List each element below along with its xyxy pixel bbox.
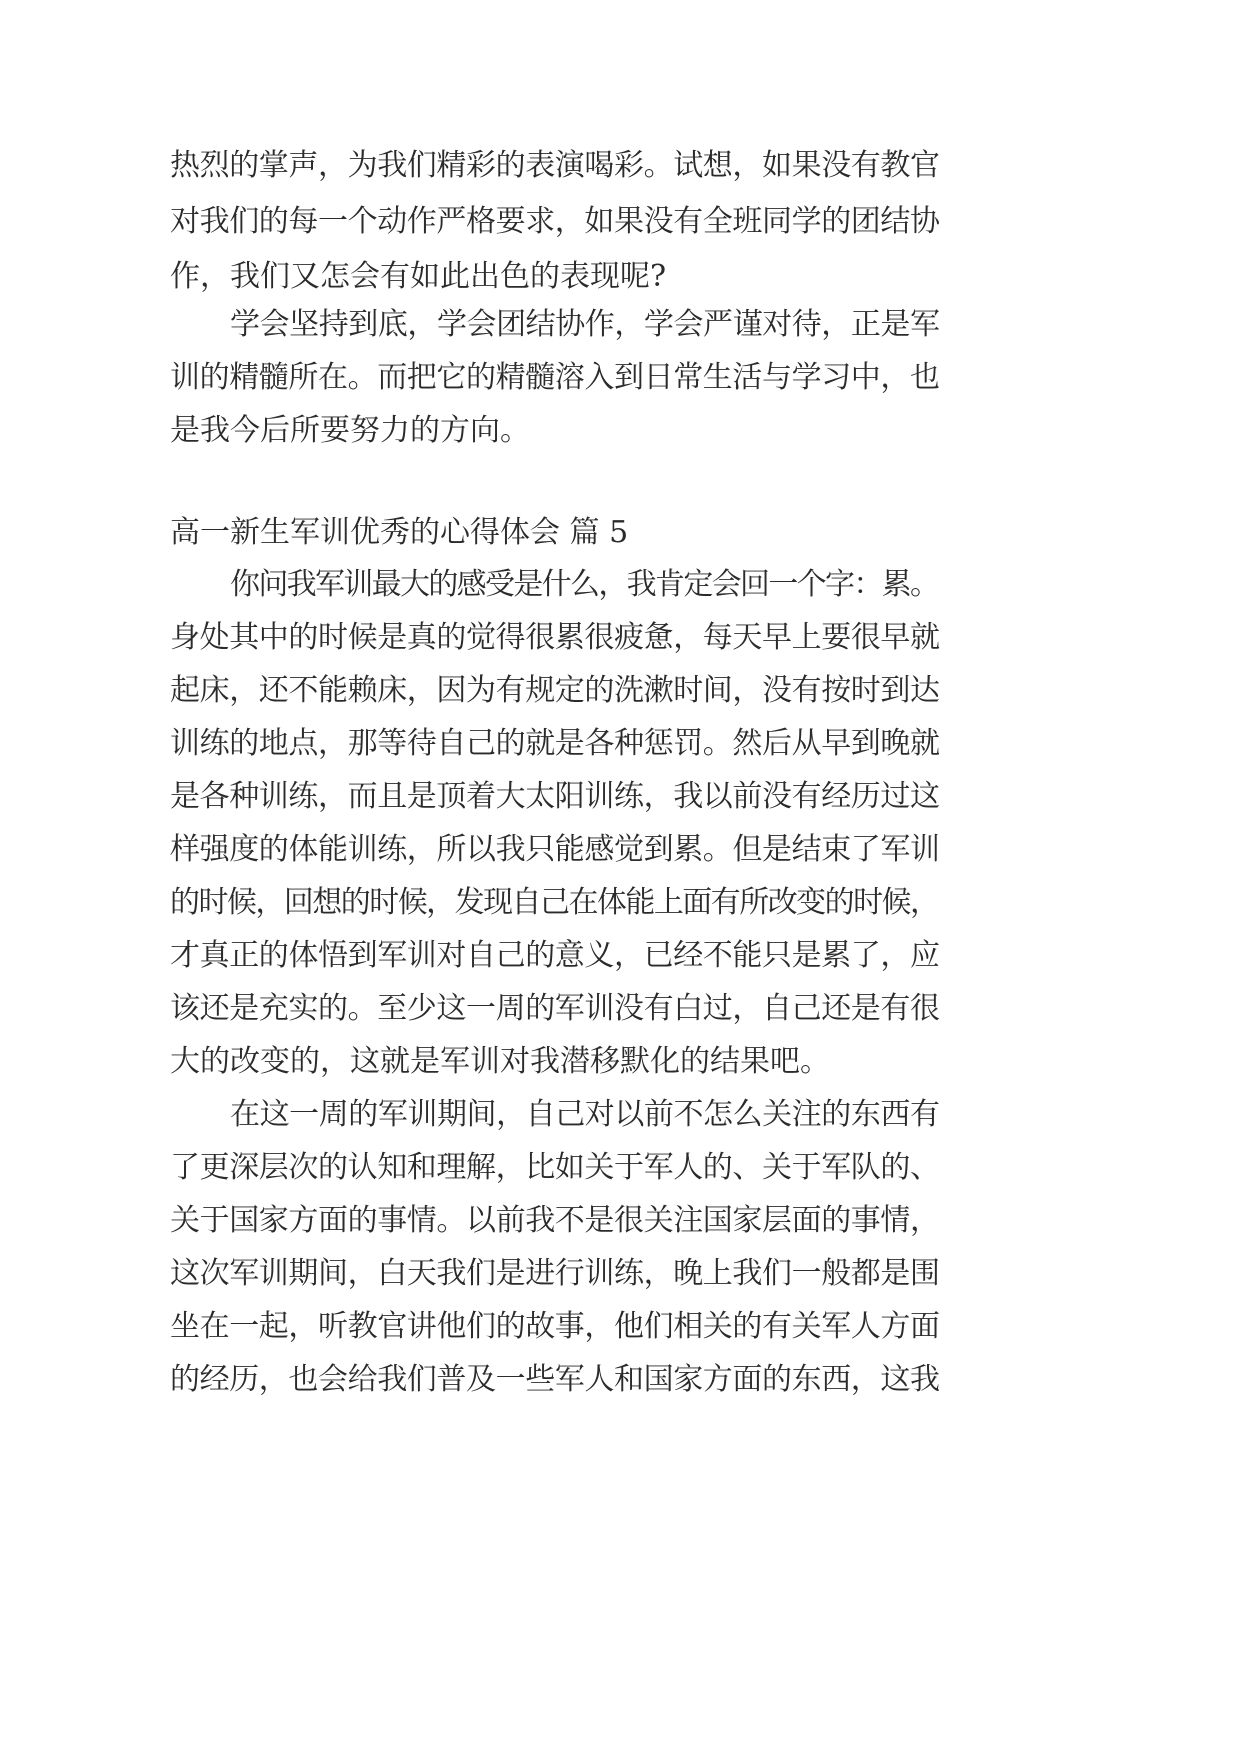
paragraph-1-line-1	[0, 136, 1241, 196]
paragraph-4-line-3	[0, 1191, 1241, 1251]
section-heading-text: 高一新生军训优秀的心得体会 篇 5	[170, 515, 629, 550]
paragraph-3-line-7	[0, 873, 1241, 933]
text-line: 训练的地点，那等待自己的就是各种惩罚。然后从早到晚就	[170, 726, 940, 761]
paragraph-4-line-5	[0, 1297, 1241, 1357]
text-line: 训的精髓所在。而把它的精髓溶入到日常生活与学习中，也	[170, 360, 940, 395]
text-line: 坐在一起，听教官讲他们的故事，他们相关的有关军人方面	[170, 1309, 940, 1344]
text-line: 你问我军训最大的感受是什么，我肯定会回一个字：累。	[230, 567, 939, 602]
paragraph-3-line-1	[0, 555, 1241, 615]
paragraph-2-line-3	[0, 401, 1241, 461]
paragraph-3-line-10	[0, 1032, 1241, 1092]
text-line: 大的改变的，这就是军训对我潜移默化的结果吧。	[170, 1044, 830, 1079]
text-line: 是我今后所要努力的方向。	[170, 413, 530, 448]
text-line: 是各种训练，而且是顶着大太阳训练，我以前没有经历过这	[170, 779, 940, 814]
paragraph-3-line-4	[0, 714, 1241, 774]
paragraph-4-line-2	[0, 1138, 1241, 1198]
text-line: 了更深层次的认知和理解，比如关于军人的、关于军队的、	[170, 1150, 940, 1185]
text-line: 对我们的每一个动作严格要求，如果没有全班同学的团结协	[170, 204, 940, 239]
paragraph-4-line-4	[0, 1244, 1241, 1304]
text-line: 在这一周的军训期间，自己对以前不怎么关注的东西有	[230, 1097, 940, 1132]
text-line: 才真正的体悟到军训对自己的意义，已经不能只是累了，应	[170, 938, 940, 973]
text-line: 学会坚持到底，学会团结协作，学会严谨对待，正是军	[230, 307, 940, 342]
paragraph-3-line-9	[0, 979, 1241, 1039]
paragraph-4-line-1	[0, 1085, 1241, 1145]
text-line: 作，我们又怎会有如此出色的表现呢?	[170, 259, 667, 294]
text-line: 热烈的掌声，为我们精彩的表演喝彩。试想，如果没有教官	[170, 148, 940, 183]
text-line: 样强度的体能训练，所以我只能感觉到累。但是结束了军训	[170, 832, 940, 867]
section-heading	[0, 503, 1241, 563]
paragraph-3-line-2	[0, 608, 1241, 668]
paragraph-4-line-6	[0, 1350, 1241, 1410]
text-line: 该还是充实的。至少这一周的军训没有白过，自己还是有很	[170, 991, 940, 1026]
paragraph-3-line-8	[0, 926, 1241, 986]
paragraph-3-line-5	[0, 767, 1241, 827]
paragraph-3-line-3	[0, 661, 1241, 721]
paragraph-1-line-2	[0, 192, 1241, 252]
text-line: 的经历，也会给我们普及一些军人和国家方面的东西，这我	[170, 1362, 940, 1397]
paragraph-2-line-1	[0, 295, 1241, 355]
paragraph-3-line-6	[0, 820, 1241, 880]
text-line: 起床，还不能赖床，因为有规定的洗漱时间，没有按时到达	[170, 673, 940, 708]
paragraph-2-line-2	[0, 348, 1241, 408]
text-line: 身处其中的时候是真的觉得很累很疲惫，每天早上要很早就	[170, 620, 940, 655]
text-line: 的时候，回想的时候，发现自己在体能上面有所改变的时候，	[170, 885, 939, 920]
text-line: 这次军训期间，白天我们是进行训练，晚上我们一般都是围	[170, 1256, 940, 1291]
text-line: 关于国家方面的事情。以前我不是很关注国家层面的事情，	[170, 1203, 940, 1238]
